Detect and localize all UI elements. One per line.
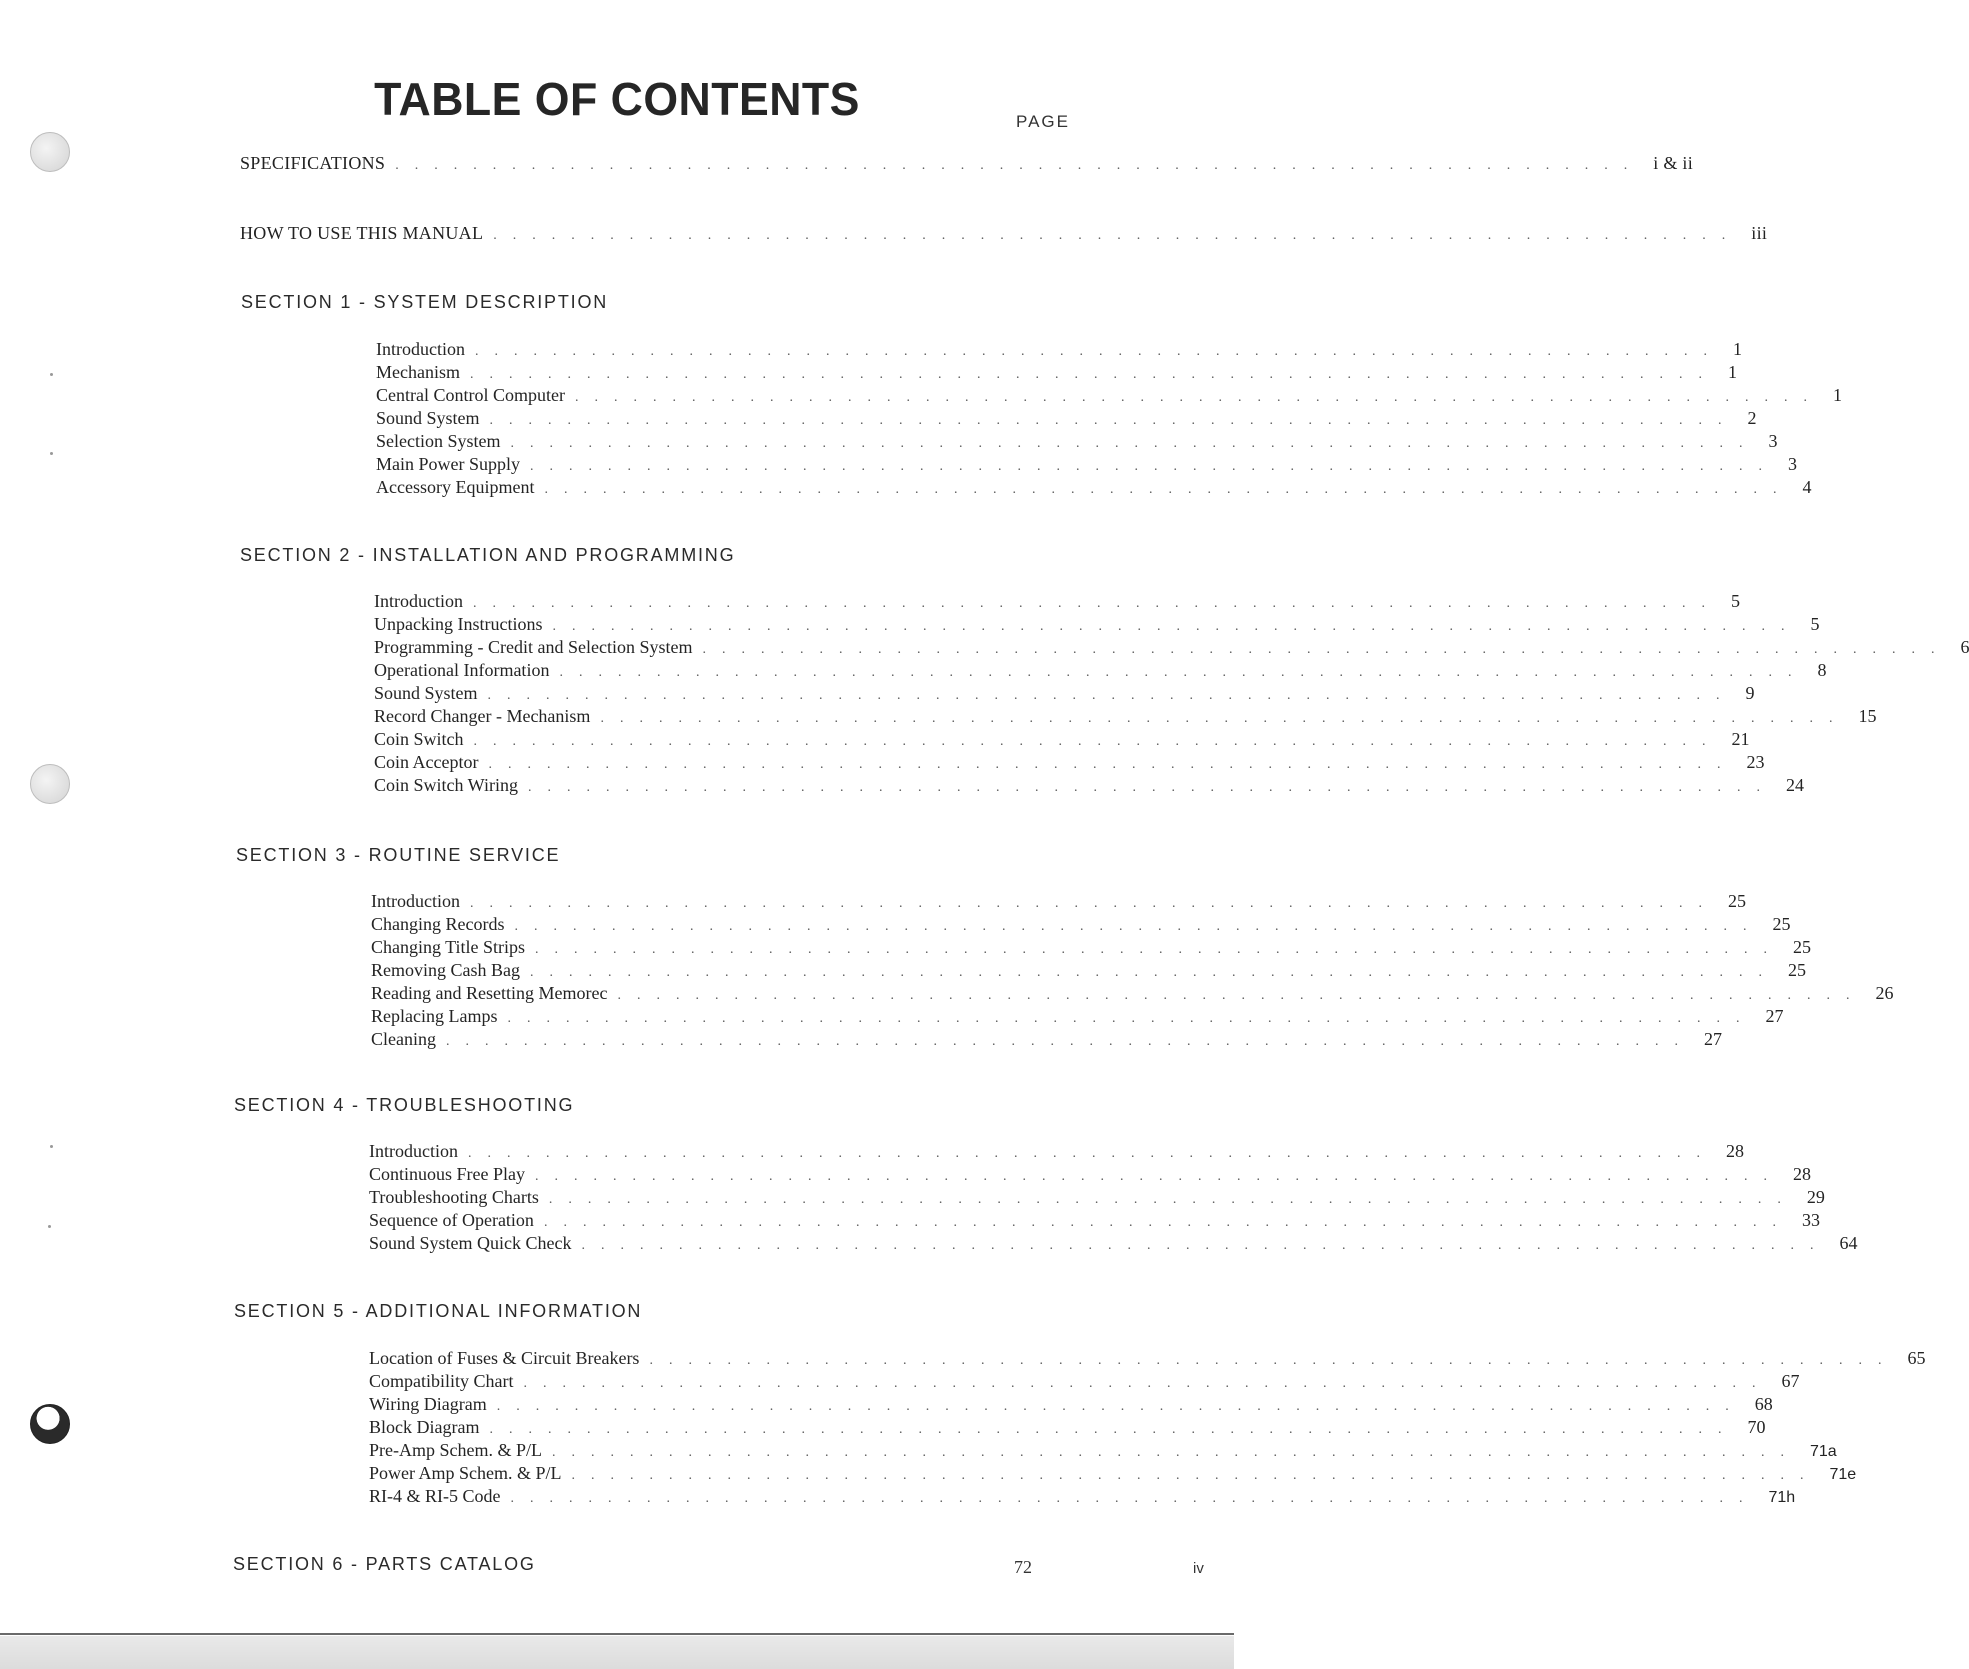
entry-label: Accessory Equipment [376,477,535,497]
dot-leader: ................................................................ [548,1192,1797,1207]
toc-entry [376,339,1742,362]
entry-label: Sequence of Operation [369,1210,534,1230]
entry-page: 28 [1793,1164,1811,1184]
toc-entry [369,1486,1796,1509]
page-column-header: PAGE [1016,112,1070,131]
toc-entry [374,660,1827,683]
toc-entry [369,1187,1825,1210]
dot-leader: ................................................................ [530,459,1778,474]
dot-leader: ................................................................ [535,1169,1783,1184]
toc-entry [376,362,1737,385]
toc-entry [374,775,1804,798]
dot-leader: ................................................................ [535,942,1784,957]
toc-entry [369,1371,1800,1394]
dot-leader: ................................................................ [649,1353,1898,1368]
entry-page: 33 [1801,1210,1820,1230]
entry-page: 67 [1781,1371,1800,1391]
dot-leader: ................................................................ [469,367,1718,382]
toc-entry-specifications [240,153,1694,174]
entry-page: 25 [1727,891,1746,911]
section-heading: SECTION 6 - PARTS CATALOG [233,1554,536,1574]
entry-label: Replacing Lamps [371,1006,498,1026]
scan-speck [50,1145,53,1148]
dot-leader: ................................................................ [496,1399,1745,1414]
dot-leader: ................................................................ [469,896,1718,911]
toc-entry [374,683,1755,706]
section-heading: SECTION 4 - TROUBLESHOOTING [234,1095,575,1115]
entry-label: Changing Records [371,914,505,934]
dot-leader: ................................................................ [552,1445,1800,1460]
dot-leader: ................................................................ [446,1034,1694,1049]
entry-label: Continuous Free Play [369,1164,525,1184]
entry-page: 71h [1768,1489,1796,1506]
dot-leader: ................................................................ [487,688,1736,703]
entry-page: i & ii [1653,153,1694,173]
dot-leader: ................................................................ [510,436,1759,451]
entry-page: 71a [1810,1443,1837,1460]
entry-label: Introduction [376,339,465,359]
page-title: TABLE OF CONTENTS [374,73,860,125]
entry-label: Operational Information [374,660,550,680]
dot-leader: ................................................................ [514,919,1763,934]
page-folio: iv [1193,1560,1204,1577]
scan-speck [48,1225,51,1228]
entry-page: 28 [1725,1141,1744,1161]
toc-entry-how-to-use [240,223,1768,244]
entry-label: Removing Cash Bag [371,960,520,980]
scan-edge-line [0,1633,1234,1635]
section-heading: SECTION 3 - ROUTINE SERVICE [236,845,561,865]
toc-entry [376,385,1842,408]
section-4-entries [369,1141,1858,1256]
dot-leader: ................................................................ [489,413,1738,428]
entry-label: Selection System [376,431,501,451]
scan-speck [50,452,53,455]
dot-leader: ................................................................ [488,757,1737,772]
entry-page: 24 [1785,775,1804,795]
entry-label: Record Changer - Mechanism [374,706,591,726]
entry-page: 9 [1745,683,1755,703]
entry-page: 3 [1768,431,1778,451]
dot-leader: ................................................................ [474,344,1723,359]
entry-label: Mechanism [376,362,460,382]
entry-page: 4 [1802,477,1812,497]
dot-leader: ................................................................ [507,1011,1756,1026]
entry-page: 8 [1817,660,1827,680]
toc-entry [374,614,1820,637]
toc-entry [369,1440,1837,1463]
binder-hole-top [30,132,70,172]
dot-leader: ................................................................ [472,596,1721,611]
entry-page: 64 [1839,1233,1858,1253]
entry-label: Cleaning [371,1029,436,1049]
entry-label: RI-4 & RI-5 Code [369,1486,501,1506]
toc-entry [371,937,1812,960]
scan-bottom-margin [0,1636,1234,1669]
entry-page: 1 [1732,339,1742,359]
entry-label: Unpacking Instructions [374,614,543,634]
entry-page: 26 [1875,983,1894,1003]
section-heading: SECTION 2 - INSTALLATION AND PROGRAMMING [240,545,736,565]
entry-label: Coin Switch [374,729,464,749]
entry-label: Wiring Diagram [369,1394,487,1414]
toc-entry [369,1233,1858,1256]
entry-label: Reading and Resetting Memorec [371,983,608,1003]
entry-page: 15 [1858,706,1877,726]
toc-entry [374,591,1740,614]
entry-label: Pre-Amp Schem. & P/L [369,1440,542,1460]
toc-entry [371,891,1746,914]
dot-leader: ................................................................ [530,965,1778,980]
entry-page: 68 [1754,1394,1773,1414]
entry-page: 1 [1832,385,1842,405]
section-2-entries [374,591,1969,798]
entry-page: 71e [1829,1466,1857,1483]
entry-label: SPECIFICATIONS [240,153,386,173]
section-heading: SECTION 5 - ADDITIONAL INFORMATION [234,1301,643,1321]
dot-leader: ................................................................ [552,619,1801,634]
entry-label: Introduction [374,591,463,611]
dot-leader: ................................................................ [617,988,1866,1003]
toc-entry [376,454,1797,477]
section-page: 72 [1014,1557,1032,1577]
entry-page: 6 [1960,637,1969,657]
entry-label: Power Amp Schem. & P/L [369,1463,562,1483]
entry-label: Compatibility Chart [369,1371,514,1391]
entry-page: 3 [1788,454,1797,474]
toc-entry [374,706,1877,729]
dot-leader: ................................................................ [574,390,1823,405]
entry-label: Introduction [369,1141,458,1161]
entry-page: 25 [1788,960,1806,980]
entry-page: 5 [1810,614,1820,634]
dot-leader: ................................................................ [581,1238,1830,1253]
toc-entry [369,1210,1820,1233]
dot-leader: ................................................................ [510,1491,1759,1506]
entry-label: HOW TO USE THIS MANUAL [240,223,484,243]
entry-page: 70 [1747,1417,1766,1437]
entry-page: 21 [1731,729,1750,749]
toc-entry [369,1348,1926,1371]
dot-leader: ................................................................ [473,734,1722,749]
toc-entry [369,1394,1773,1417]
entry-page: iii [1751,223,1768,243]
entry-label: Changing Title Strips [371,937,526,957]
section-3-entries [371,891,1894,1052]
toc-entry [371,1006,1784,1029]
entry-label: Location of Fuses & Circuit Breakers [369,1348,640,1368]
entry-page: 27 [1704,1029,1722,1049]
toc-entry [376,431,1778,454]
dot-leader: ................................................................ [543,1215,1792,1230]
toc-entry [374,752,1765,775]
entry-label: Introduction [371,891,460,911]
toc-entry [371,914,1791,937]
dot-leader: ................................................................ [600,711,1849,726]
entry-page: 5 [1730,591,1740,611]
dot-leader: ................................................................ [527,780,1776,795]
dot-leader: ................................................................ [544,482,1793,497]
dot-leader: ................................................................ [559,665,1808,680]
binder-hole-middle [30,764,70,804]
entry-label: Coin Acceptor [374,752,479,772]
dot-leader: ................................................................ [523,1376,1772,1391]
entry-label: Programming - Credit and Selection System [374,637,693,657]
dot-leader: ................................................................ [571,1468,1820,1483]
toc-entry [374,729,1750,752]
entry-label: Central Control Computer [376,385,565,405]
entry-label: Sound System Quick Check [369,1233,572,1253]
toc-entry [371,1029,1722,1052]
dot-leader: ................................................................ [489,1422,1738,1437]
dot-leader: ................................................................ [702,642,1951,657]
toc-entry [374,637,1969,660]
toc-entry [369,1141,1744,1164]
entry-page: 2 [1747,408,1757,428]
section-heading: SECTION 1 - SYSTEM DESCRIPTION [241,292,609,312]
scan-speck [50,373,53,376]
entry-label: Coin Switch Wiring [374,775,518,795]
section-5-entries [369,1348,1926,1509]
toc-entry [376,477,1812,500]
toc-entry [369,1164,1811,1187]
dot-leader: ................................................................ [467,1146,1716,1161]
entry-label: Sound System [374,683,478,703]
entry-page: 27 [1765,1006,1784,1026]
entry-label: Block Diagram [369,1417,480,1437]
entry-label: Main Power Supply [376,454,520,474]
entry-page: 25 [1793,937,1812,957]
entry-page: 1 [1727,362,1737,382]
entry-page: 23 [1746,752,1765,772]
dot-leader: ................................................................ [395,158,1644,173]
toc-entry [369,1463,1857,1486]
entry-page: 25 [1772,914,1791,934]
toc-entry [376,408,1757,431]
entry-label: Sound System [376,408,480,428]
entry-page: 29 [1806,1187,1825,1207]
toc-entry [369,1417,1766,1440]
dot-leader: ................................................................ [493,228,1742,243]
section-1-entries [376,339,1842,500]
toc-entry [371,983,1894,1006]
entry-page: 65 [1907,1348,1926,1368]
toc-entry [371,960,1806,983]
entry-label: Troubleshooting Charts [369,1187,539,1207]
binder-hole-bottom [30,1404,70,1444]
